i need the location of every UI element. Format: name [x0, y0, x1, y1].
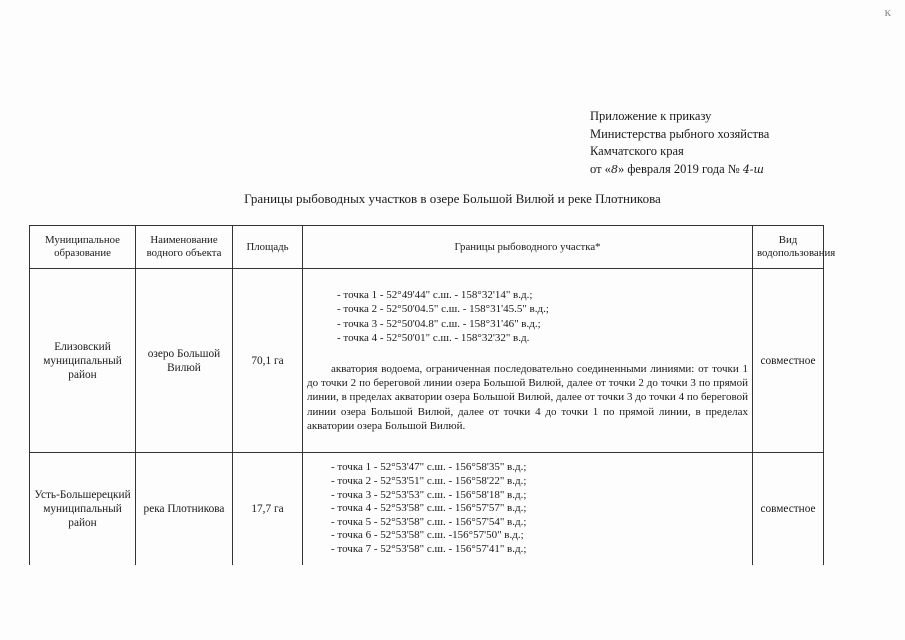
header-boundaries: Границы рыбоводного участка*: [303, 226, 753, 269]
point-item: - точка 5 - 52°53'58" с.ш. - 156°57'54" в.д.;: [331, 515, 527, 528]
point-item: - точка 6 - 52°53'58" с.ш. -156°57'50" в.д.;: [331, 529, 524, 542]
handwritten-number: 4-ш: [742, 162, 764, 176]
header-line-3: Камчатского края: [590, 144, 684, 158]
area-cell: 17,7 га: [233, 453, 303, 566]
boundaries-table: [29, 225, 836, 565]
usage-cell: совместное: [753, 453, 824, 566]
table-header-row: [30, 226, 824, 269]
date-prefix: от «: [590, 161, 611, 176]
header-municipality: Муниципальное образование: [30, 226, 136, 269]
header-area: Площадь: [233, 226, 303, 269]
boundaries-cell: [303, 453, 753, 566]
header-line-2: Министерства рыбного хозяйства: [590, 126, 770, 141]
area-cell: 70,1 га: [233, 269, 303, 453]
point-item: - точка 3 - 52°53'53" с.ш. - 156°58'18" в.д.;: [331, 488, 527, 501]
point-item: - точка 4 - 52°53'58" с.ш. - 156°57'57" в.д.;: [331, 502, 527, 515]
points-list: [307, 461, 748, 556]
point-item: - точка 3 - 52°50'04.8" с.ш. - 158°31'46" в.д.;: [337, 317, 541, 330]
point-item: - точка 1 - 52°49'44" с.ш. - 158°32'14" в.д.;: [337, 288, 533, 301]
boundary-description: акватория водоема, ограниченная последовательно соединенными линиями: от точки 1 до точки 2 по береговой линии озера Большой Вилюй, далее от точки 2 до точки 3 по прямой линии, в пределах акватории озера Большой Вилюй, далее от точки 3 до точки 4 по береговой линии озера Большой Вилюй, далее от точки 4 до точки 1 по прямой линии, в пределах акватории озера Большой Вилюй.: [307, 362, 748, 432]
table-row: [30, 269, 824, 453]
point-item: - точка 2 - 52°50'04.5" с.ш. - 158°31'45.5" в.д.;: [337, 303, 549, 316]
date-suffix: » февраля 2019 года №: [617, 161, 740, 176]
usage-cell: совместное: [753, 269, 824, 453]
document-title: Границы рыбоводных участков в озере Большой Вилюй и реке Плотникова: [244, 191, 661, 206]
header-usage: Вид водопользования: [753, 226, 824, 269]
municipality-cell: Елизовский муниципальный район: [30, 269, 136, 453]
table-row: [30, 453, 824, 566]
points-list: [307, 288, 748, 346]
header-line-4: [590, 161, 769, 179]
handwritten-day: 8: [610, 162, 618, 176]
municipality-cell: Усть-Большерецкий муниципальный район: [30, 453, 136, 566]
header-line-1: Приложение к приказу: [590, 109, 712, 123]
water-body-cell: река Плотникова: [136, 453, 233, 566]
point-item: - точка 1 - 52°53'47" с.ш. - 156°58'35" в.д.;: [331, 461, 527, 474]
point-item: - точка 2 - 52°53'51" с.ш. - 156°58'22" в.д.;: [331, 475, 527, 488]
document-header: [590, 108, 769, 178]
corner-mark: ĸ: [884, 4, 891, 19]
header-water-body: Наименование водного объекта: [136, 226, 233, 269]
point-item: - точка 4 - 52°50'01" с.ш. - 158°32'32" в.д.: [337, 332, 530, 345]
water-body-cell: озеро Большой Вилюй: [136, 269, 233, 453]
boundaries-cell: [303, 269, 753, 453]
point-item: - точка 7 - 52°53'58" с.ш. - 156°57'41" в.д.;: [331, 542, 527, 555]
